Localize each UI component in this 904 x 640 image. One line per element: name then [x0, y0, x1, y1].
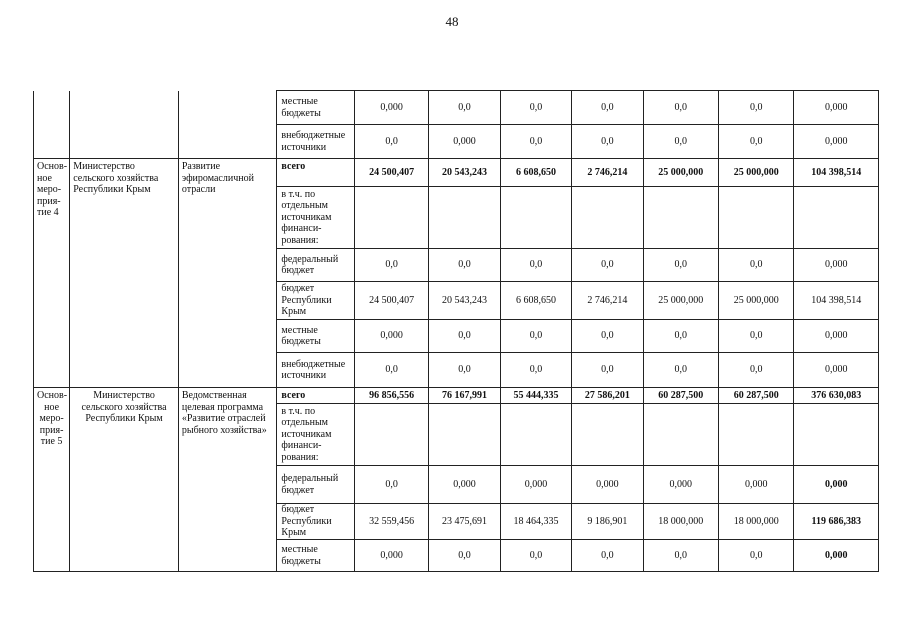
value-cell: 0,0 [643, 125, 718, 159]
source-cell: бюджет Республики Крым [277, 504, 354, 540]
value-cell: 2 746,214 [572, 159, 643, 187]
value-cell: 25 000,000 [643, 159, 718, 187]
value-cell: 20 543,243 [429, 159, 500, 187]
value-cell: 96 856,556 [354, 388, 428, 404]
value-cell: 0,0 [429, 353, 500, 388]
value-cell: 27 586,201 [572, 388, 643, 404]
value-cell: 23 475,691 [429, 504, 500, 540]
source-cell: местные бюджеты [277, 320, 354, 353]
source-cell: местные бюджеты [277, 91, 354, 125]
value-cell: 0,0 [500, 540, 571, 572]
value-cell [500, 187, 571, 249]
value-cell: 0,0 [719, 540, 794, 572]
value-cell: 0,0 [719, 249, 794, 282]
value-cell: 20 543,243 [429, 282, 500, 320]
program-name-cell: Ведомственная целевая программа «Развитие отраслей рыбного хозяйства» [178, 388, 277, 572]
value-cell: 0,0 [354, 249, 428, 282]
value-cell: 0,0 [354, 466, 428, 504]
value-cell: 0,0 [643, 91, 718, 125]
value-cell: 0,000 [354, 320, 428, 353]
table-row [34, 388, 879, 404]
value-cell: 76 167,991 [429, 388, 500, 404]
value-cell [429, 187, 500, 249]
event-cell: Основ-ное меро-прия-тие 4 [34, 159, 70, 388]
value-cell: 119 686,383 [794, 504, 879, 540]
value-cell: 0,0 [500, 353, 571, 388]
value-cell: 18 000,000 [643, 504, 718, 540]
value-cell: 0,0 [500, 91, 571, 125]
value-cell: 6 608,650 [500, 282, 571, 320]
executor-cell [70, 91, 179, 159]
value-cell: 0,0 [719, 125, 794, 159]
executor-cell: Министерство сельского хозяйства Республики Крым [70, 159, 179, 388]
value-cell [794, 404, 879, 466]
executor-cell: Министерство сельского хозяйства Республики Крым [70, 388, 179, 572]
source-cell: в т.ч. по отдельным источникам финанси-рования: [277, 187, 354, 249]
value-cell: 32 559,456 [354, 504, 428, 540]
value-cell: 0,000 [429, 466, 500, 504]
value-cell: 24 500,407 [354, 159, 428, 187]
value-cell: 0,000 [354, 540, 428, 572]
value-cell: 0,0 [572, 91, 643, 125]
source-cell: бюджет Республики Крым [277, 282, 354, 320]
value-cell: 376 630,083 [794, 388, 879, 404]
value-cell: 0,000 [572, 466, 643, 504]
value-cell: 0,0 [572, 125, 643, 159]
value-cell: 0,000 [429, 125, 500, 159]
value-cell: 0,0 [429, 91, 500, 125]
value-cell: 0,0 [572, 249, 643, 282]
budget-table [33, 90, 879, 572]
value-cell: 0,000 [354, 91, 428, 125]
value-cell: 24 500,407 [354, 282, 428, 320]
value-cell: 25 000,000 [719, 282, 794, 320]
program-name-cell: Развитие эфиромасличной отрасли [178, 159, 277, 388]
event-cell [34, 91, 70, 159]
value-cell: 0,0 [429, 249, 500, 282]
value-cell: 104 398,514 [794, 159, 879, 187]
value-cell: 0,0 [354, 125, 428, 159]
value-cell: 0,000 [794, 466, 879, 504]
value-cell: 0,000 [719, 466, 794, 504]
value-cell: 18 464,335 [500, 504, 571, 540]
value-cell: 0,0 [719, 91, 794, 125]
value-cell: 0,0 [500, 320, 571, 353]
value-cell: 0,0 [429, 320, 500, 353]
value-cell: 0,0 [719, 353, 794, 388]
value-cell: 60 287,500 [643, 388, 718, 404]
table-row [34, 159, 879, 187]
value-cell [719, 404, 794, 466]
value-cell: 0,0 [643, 249, 718, 282]
value-cell [794, 187, 879, 249]
value-cell [429, 404, 500, 466]
value-cell: 55 444,335 [500, 388, 571, 404]
value-cell: 0,000 [643, 466, 718, 504]
value-cell: 60 287,500 [719, 388, 794, 404]
value-cell: 0,000 [500, 466, 571, 504]
source-cell: федеральный бюджет [277, 249, 354, 282]
value-cell: 0,0 [643, 320, 718, 353]
value-cell: 0,0 [500, 125, 571, 159]
value-cell [572, 404, 643, 466]
value-cell: 0,000 [794, 249, 879, 282]
source-cell: в т.ч. по отдельным источникам финанси-рования: [277, 404, 354, 466]
value-cell [354, 404, 428, 466]
value-cell: 0,0 [429, 540, 500, 572]
source-cell: всего [277, 388, 354, 404]
value-cell: 9 186,901 [572, 504, 643, 540]
value-cell: 0,000 [794, 540, 879, 572]
value-cell [643, 187, 718, 249]
value-cell: 0,0 [643, 353, 718, 388]
program-name-cell [178, 91, 277, 159]
table-row [34, 91, 879, 125]
value-cell: 0,000 [794, 320, 879, 353]
page-number: 48 [445, 14, 459, 29]
value-cell: 0,0 [572, 540, 643, 572]
source-cell: всего [277, 159, 354, 187]
value-cell: 0,0 [500, 249, 571, 282]
value-cell: 0,0 [354, 353, 428, 388]
value-cell [719, 187, 794, 249]
value-cell [354, 187, 428, 249]
value-cell [500, 404, 571, 466]
value-cell: 6 608,650 [500, 159, 571, 187]
value-cell: 0,0 [572, 353, 643, 388]
value-cell: 2 746,214 [572, 282, 643, 320]
value-cell: 0,000 [794, 91, 879, 125]
source-cell: внебюджетные источники [277, 125, 354, 159]
value-cell: 25 000,000 [719, 159, 794, 187]
value-cell: 0,0 [719, 320, 794, 353]
value-cell: 0,000 [794, 125, 879, 159]
source-cell: внебюджетные источники [277, 353, 354, 388]
value-cell: 18 000,000 [719, 504, 794, 540]
source-cell: местные бюджеты [277, 540, 354, 572]
event-cell: Основ-ное меро-прия-тие 5 [34, 388, 70, 572]
value-cell: 0,000 [794, 353, 879, 388]
source-cell: федеральный бюджет [277, 466, 354, 504]
value-cell: 104 398,514 [794, 282, 879, 320]
value-cell: 25 000,000 [643, 282, 718, 320]
value-cell: 0,0 [643, 540, 718, 572]
value-cell [643, 404, 718, 466]
value-cell: 0,0 [572, 320, 643, 353]
value-cell [572, 187, 643, 249]
